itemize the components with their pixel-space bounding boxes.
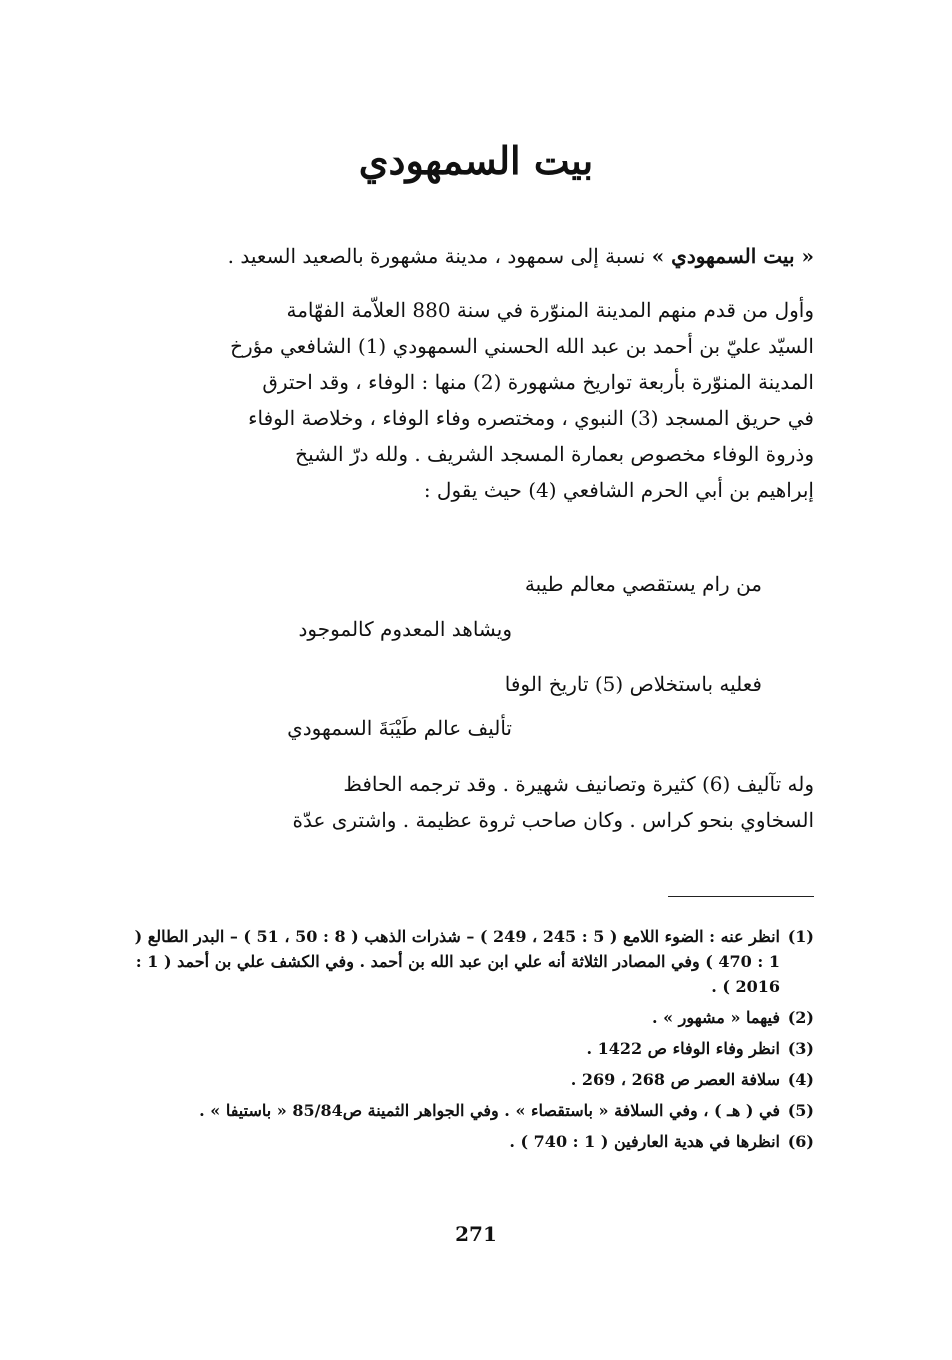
paragraph-line: وأول من قدم منهم المدينة المنوّرة في سنة 880 العلاّمة الفهّامة [286,298,814,322]
paragraph-line: السيّد عليّ بن أحمد بن عبد الله الحسني السمهودي (1) الشافعي مؤرخ [230,334,814,358]
footnote-text: انظر عنه : الضوء اللامع ( 5 : 245 ، 249 ) – شذرات الذهب ( 8 : 50 ، 51 ) – البدر الطالع ( 1 : 470 ) وفي المصادر الثلاثة أنه علي ابن عبد الله بن أحمد . وفي الكشف علي بن أحمد ( 1 : 2016 ) . [134,927,780,996]
footnote-text: انظر وفاء الوفاء ص 1422 . [586,1039,780,1058]
footnote [130,1129,814,1154]
verse-line: ويشاهد المعدوم كالموجود [298,617,512,641]
verse-line: من رام يستقصي معالم طيبة [524,572,762,596]
closing-paragraph [138,766,814,838]
footnote-text: في ( هـ ) ، وفي السلافة « باستقصاء » . وفي الجواهر الثمينة ص85/84 « باستيفا » . [199,1101,780,1120]
paragraph-line: وذروة الوفاء مخصوص بعمارة المسجد الشريف . ولله درّ الشيخ [295,442,814,466]
intro-paragraph [138,238,814,274]
page-number: 271 [455,1222,497,1246]
footnote [130,924,814,999]
main-paragraph [138,292,814,508]
footnote-number: (3) [787,1039,814,1058]
paragraph-line: وله تآليف (6) كثيرة وتصانيف شهيرة . وقد ترجمه الحافظ [343,772,814,796]
footnote [130,1036,814,1061]
footnote [130,1067,814,1092]
footnote-number: (5) [787,1101,814,1120]
footnote-text: سلافة العصر ص 268 ، 269 . [570,1070,780,1089]
intro-name: « بيت السمهودي » [651,244,814,268]
verse-line: فعليه باستخلاص (5) تاريخ الوفا [504,672,762,696]
paragraph-line: المدينة المنوّرة بأربعة تواريخ مشهورة (2) منها : الوفاء ، وقد احترق [262,370,814,394]
footnote-number: (1) [787,927,814,946]
footnote [130,1005,814,1030]
footnote-text: فيهما « مشهور » . [651,1008,780,1027]
footnote-number: (6) [787,1132,814,1151]
footnote-number: (4) [787,1070,814,1089]
footnotes [130,924,814,1160]
paragraph-line: في حريق المسجد (3) النبوي ، ومختصره وفاء الوفاء ، وخلاصة الوفاء [248,406,814,430]
page-title: بيت السمهودي [358,138,594,183]
verse-line: تأليف عالم طَيْبَةَ السمهودي [287,716,512,740]
footnote [130,1098,814,1123]
paragraph-line: إبراهيم بن أبي الحرم الشافعي (4) حيث يقول : [423,478,814,502]
footnote-text: انظرها في هدية العارفين ( 1 : 740 ) . [509,1132,780,1151]
intro-text: نسبة إلى سمهود ، مدينة مشهورة بالصعيد السعيد . [227,244,646,268]
paragraph-line: السخاوي بنحو كراس . وكان صاحب ثروة عظيمة . واشترى عدّة [292,808,814,832]
footnote-number: (2) [787,1008,814,1027]
footnote-divider [668,896,814,897]
